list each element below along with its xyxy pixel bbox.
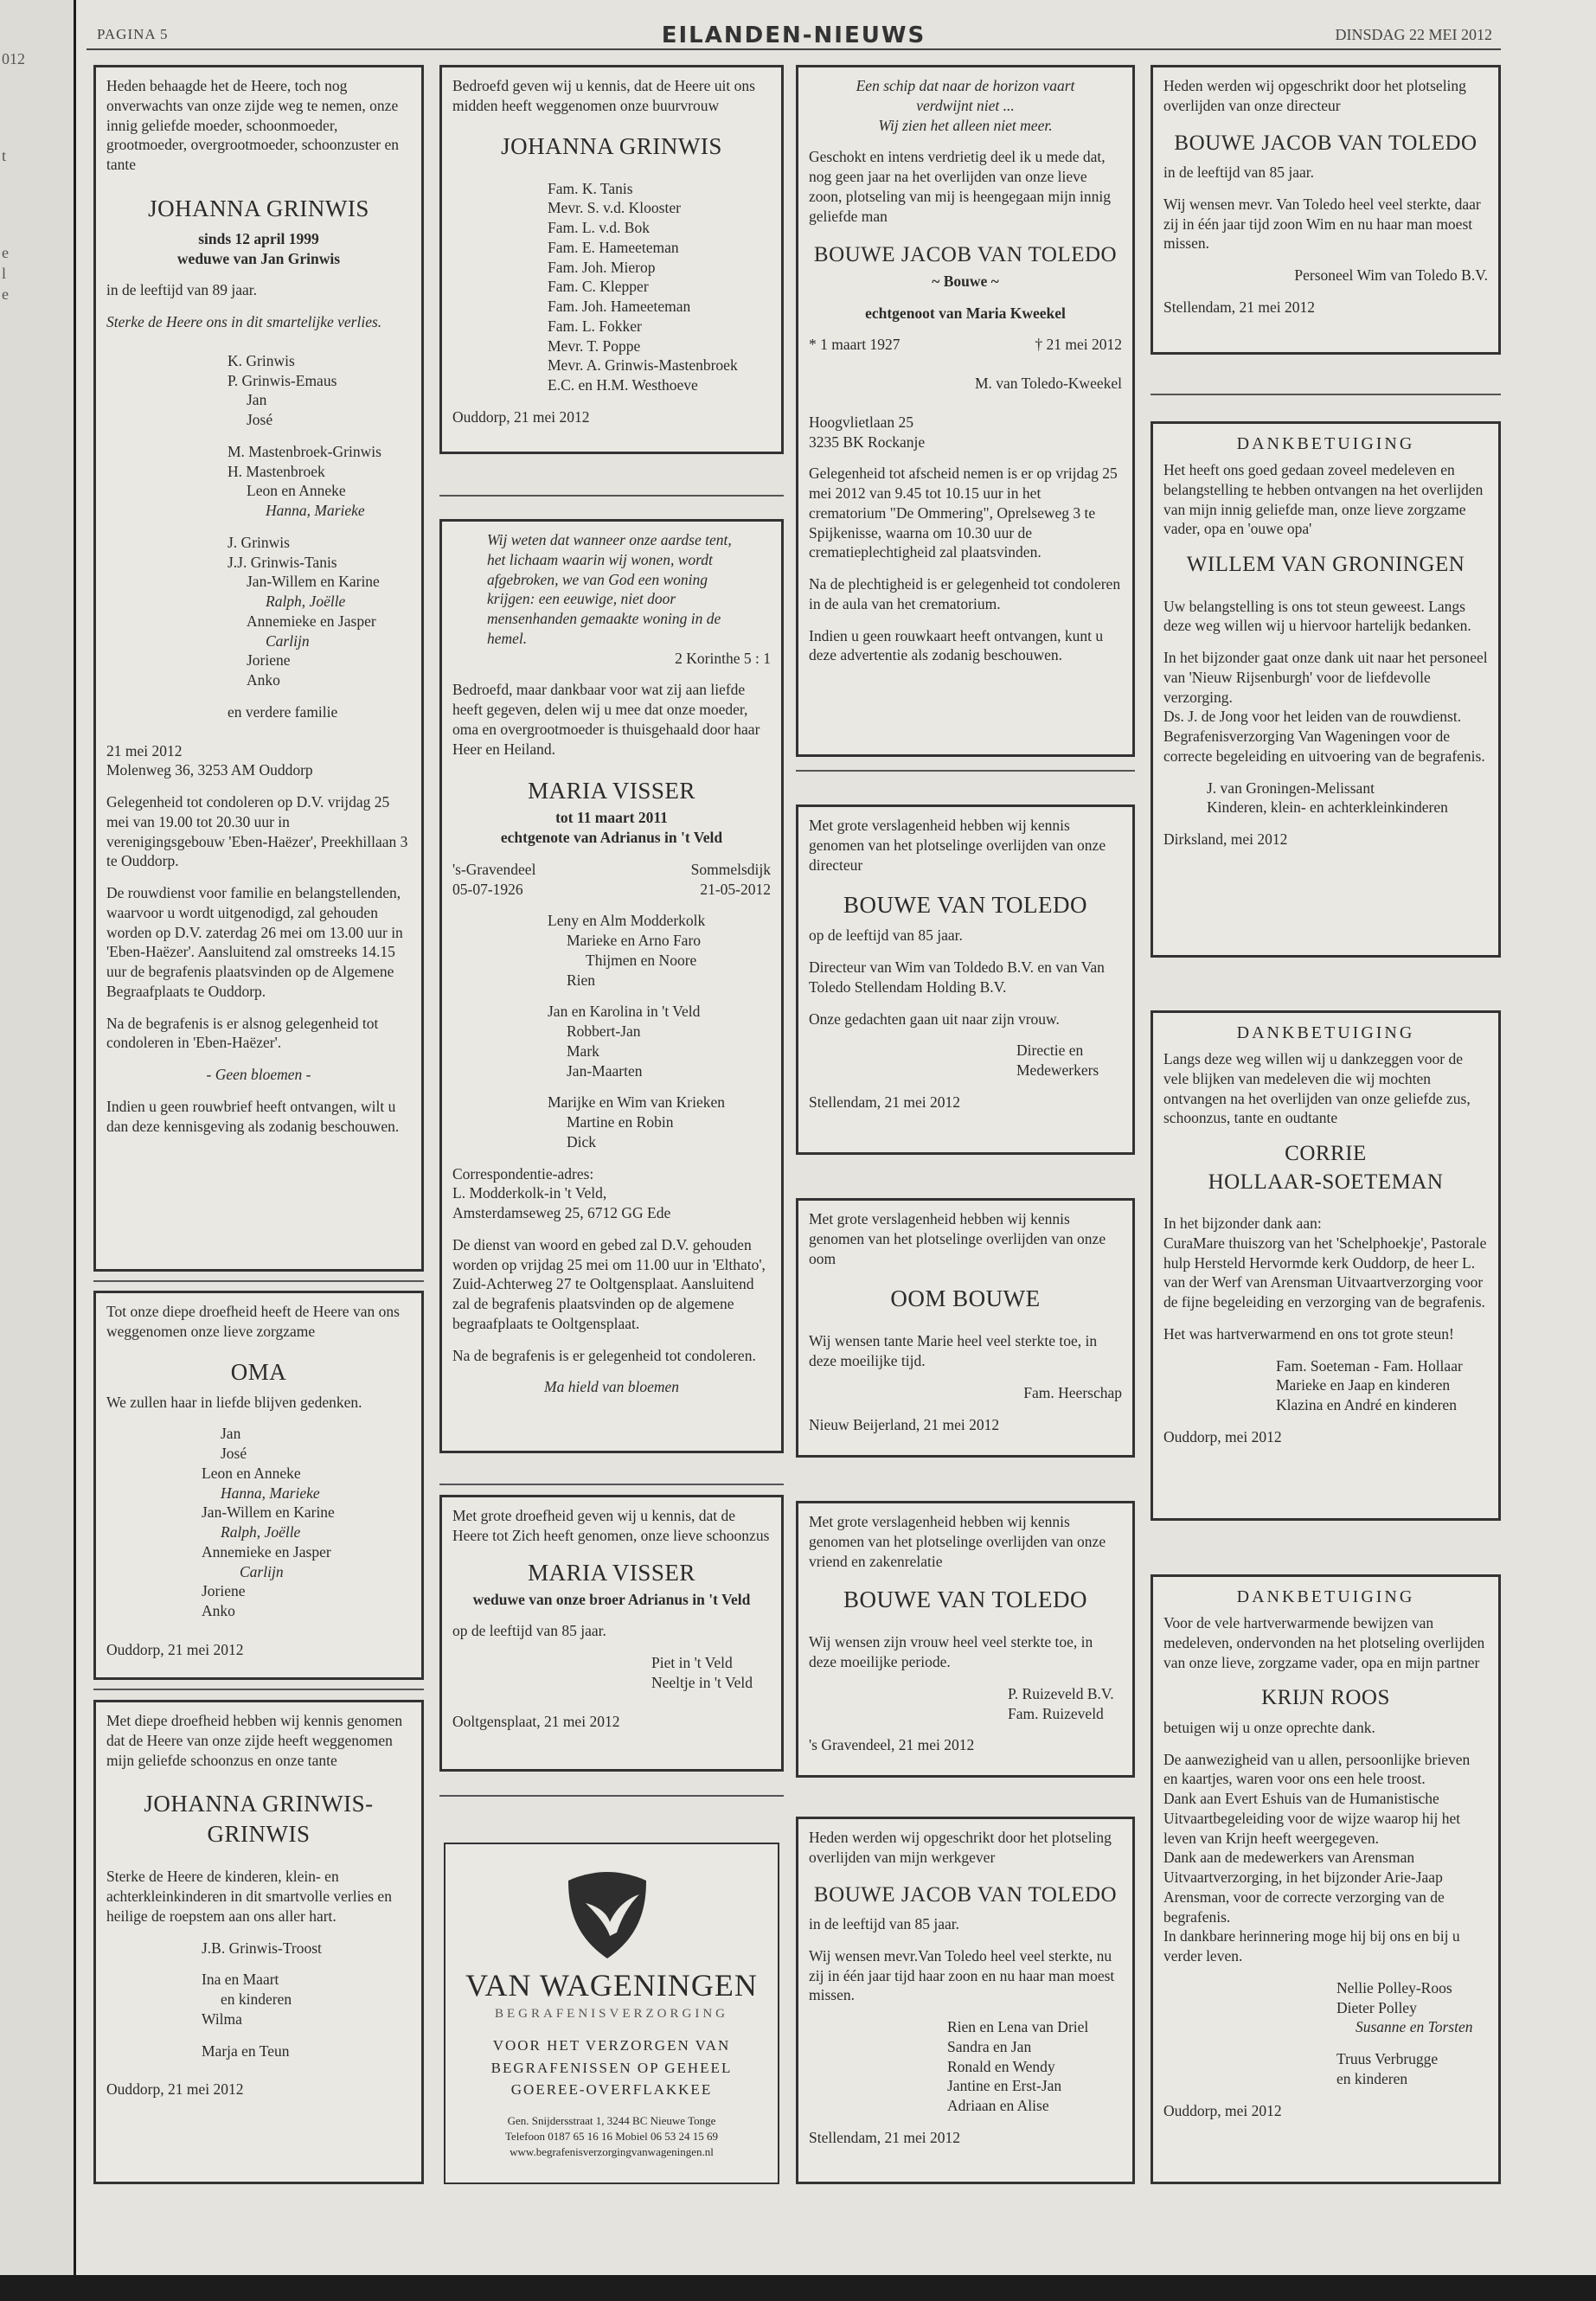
notice-bouwe-van-toledo-business — [796, 1501, 1135, 1778]
family-member: Joriene — [247, 651, 291, 670]
death-place: Sommelsdijk — [690, 860, 771, 878]
neighbour-name: Fam. Joh. Mierop — [548, 258, 656, 276]
paragraph-3: Dank aan de medewerkers van Arensman Uitvaartverzorging, in het bijzonder Arie-Jaap Arensman, voor de correcte verzorging van de begrafenis. — [1163, 1849, 1445, 1926]
page-header — [87, 22, 1501, 50]
slogan-line-3: GOEREE-OVERFLAKKEE — [510, 2081, 713, 2099]
paragraph-3: Het was hartverwarmend en ons tot grote steun! — [1163, 1324, 1454, 1343]
strip-text: t — [2, 147, 7, 164]
deceased-name: JOHANNA GRINWIS — [148, 195, 369, 221]
after-burial-info: Na de begrafenis is er gelegenheid tot condoleren. — [452, 1346, 756, 1364]
neighbour-name: Fam. C. Klepper — [548, 278, 649, 296]
company-name: VAN WAGENINGEN — [465, 1968, 758, 2003]
notice-dankbetuiging-krijn-roos — [1151, 1574, 1501, 2184]
spouse-of: echtgenoot van Maria Kweekel — [865, 304, 1066, 322]
signatory: Susanne en Torsten — [1356, 2018, 1473, 2036]
deceased-name: WILLEM VAN GRONINGEN — [1186, 553, 1465, 576]
signatory: J. van Groningen-Melissant — [1207, 779, 1375, 797]
bible-ref: 2 Korinthe 5 : 1 — [675, 649, 771, 667]
signatory: P. Ruizeveld B.V. — [1008, 1684, 1114, 1702]
divider — [93, 1689, 424, 1690]
home-address: Molenweg 36, 3253 AM Ouddorp — [106, 761, 313, 779]
slogan-line-1: VOOR HET VERZORGEN VAN — [492, 2037, 731, 2054]
signatory: Fam. Ruizeveld — [1008, 1704, 1104, 1722]
notice-maria-visser-family — [439, 519, 784, 1453]
deceased-name-2: HOLLAAR-SOETEMAN — [1208, 1170, 1444, 1194]
death-date: 21-05-2012 — [700, 880, 771, 898]
life-dates — [809, 335, 1122, 355]
notice-footer: Ouddorp, 21 mei 2012 — [106, 1640, 244, 1658]
signatory: Truus Verbrugge — [1336, 2050, 1439, 2067]
notice-note: Indien u geen rouwbrief heeft ontvangen, wilt u dan deze kennisgeving als zodanig beschouwen. — [106, 1097, 400, 1135]
closing-text: Ma hield van bloemen — [544, 1378, 679, 1396]
family-member: Robbert-Jan — [567, 1022, 641, 1041]
family-member: Ralph, Joëlle — [266, 593, 346, 611]
family-member: Annemieke en Jasper — [247, 612, 376, 630]
page-label: PAGINA 5 — [97, 26, 169, 42]
wish-text: Wij wensen mevr.Van Toledo heel veel sterkte, nu zij in één jaar tijd haar zoon en nu haar man moest missen. — [809, 1946, 1115, 2004]
service-info: De dienst van woord en gebed zal D.V. gehouden worden op vrijdag 25 mei om 11.00 uur in 'Elthato', Zuid-Achterweg 27 te Ooltgensplaat. Aansluitend zal de begrafenis plaatsvinden op de algemene begraafplaats te Ooltgensplaat. — [452, 1235, 766, 1332]
family-member: Dick — [567, 1132, 597, 1150]
notice-date: 21 mei 2012 — [106, 741, 183, 760]
divider — [439, 1795, 784, 1797]
scan-bottom-edge — [0, 2275, 1596, 2301]
deceased-name: KRIJN ROOS — [1261, 1686, 1390, 1710]
signatory: M. van Toledo-Kweekel — [974, 375, 1122, 392]
signatory: Fam. Heerschap — [1023, 1383, 1122, 1401]
family-list — [548, 911, 771, 1151]
notice-footer: Ouddorp, mei 2012 — [1163, 1427, 1282, 1445]
since-date: sinds 12 april 1999 — [198, 229, 319, 247]
family-member: Martine en Robin — [567, 1113, 674, 1131]
strip-text: e — [2, 285, 9, 303]
slogan-line-2: BEGRAFENISSEN OP GEHEEL — [490, 2059, 733, 2076]
neighbour-name: Mevr. A. Grinwis-Mastenbroek — [548, 356, 738, 375]
family-member: Hanna, Marieke — [221, 1484, 320, 1502]
intro-text: Langs deze weg willen wij u dankzeggen voor de vele blijken van medeleven die wij mochten ontvangen na het overlijden van onze geliefde zus, schoonzus, tante en oudtante — [1163, 1050, 1471, 1127]
signatory: Dieter Polley — [1336, 1998, 1417, 2016]
intro-text: Met diepe droefheid hebben wij kennis genomen dat de Heere van onze zijde heeft weggenomen mijn geliefde schoonzus en onze tante — [106, 1712, 403, 1769]
paragraph-1: De aanwezigheid van u allen, persoonlijke brieven en kaartjes, waren voor ons een hele troost. — [1163, 1750, 1471, 1788]
family-member: Anko — [247, 671, 280, 689]
neighbour-name: E.C. en H.M. Westhoeve — [548, 376, 698, 394]
family-member: Jan — [221, 1425, 241, 1443]
notice-footer: Ooltgensplaat, 21 mei 2012 — [452, 1712, 620, 1730]
death-date: † 21 mei 2012 — [1035, 336, 1122, 354]
signatory: Personeel Wim van Toledo B.V. — [1294, 266, 1488, 284]
notice-johanna-grinwis-grinwis — [93, 1700, 424, 2184]
verse-text: Sterke de Heere ons in dit smartelijke verlies. — [106, 313, 382, 331]
family-member: José — [221, 1445, 247, 1463]
age-text: in de leeftijd van 85 jaar. — [809, 1915, 959, 1932]
paragraph-2: In het bijzonder gaat onze dank uit naar het personeel van 'Nieuw Rijsenburgh' voor de liefdevolle verzorging. — [1163, 649, 1488, 706]
signatory: Kinderen, klein- en achterkleinkinderen — [1207, 798, 1448, 817]
notice-footer: Dirksland, mei 2012 — [1163, 830, 1288, 848]
family-member: José — [247, 411, 273, 429]
notice-dankbetuiging-van-groningen — [1151, 421, 1501, 958]
notice-bouwe-van-toledo-employees — [796, 1817, 1135, 2184]
neighbour-name: Mevr. S. v.d. Klooster — [548, 199, 681, 217]
deceased-name: BOUWE JACOB VAN TOLEDO — [813, 1882, 1118, 1907]
family-list — [202, 1939, 411, 2061]
intro-text: Heden werden wij opgeschrikt door het plotseling overlijden van onze directeur — [1163, 77, 1466, 114]
signatory: Klazina en André en kinderen — [1276, 1396, 1457, 1413]
deceased-name: BOUWE VAN TOLEDO — [843, 892, 1087, 919]
signatory: Neeltje in 't Veld — [651, 1673, 753, 1691]
masthead: EILANDEN-NIEUWS — [661, 22, 926, 48]
notice-title: DANKBETUIGING — [1236, 434, 1415, 453]
correspondence-line-2: Amsterdamseweg 25, 6712 GG Ede — [452, 1204, 671, 1222]
further-family: en verdere familie — [228, 702, 338, 721]
notice-johanna-grinwis-family — [93, 65, 424, 1272]
notice-oma — [93, 1291, 424, 1680]
deceased-name: JOHANNA GRINWIS-GRINWIS — [144, 1791, 374, 1848]
condolence-text: Sterke de Heere de kinderen, klein- en achterkleinkinderen in dit smartvolle verlies en heilige de roepstem aan ons aller hart. — [106, 1868, 392, 1925]
intro-text: Voor de vele hartverwarmende bewijzen van medeleven, ondervonden na het plotseling overlijden van onze lieve, zorgzame vader, opa en mijn partner — [1163, 1614, 1485, 1671]
age-text: in de leeftijd van 89 jaar. — [106, 281, 257, 299]
farewell-info: Gelegenheid tot afscheid nemen is er op vrijdag 25 mei 2012 van 9.45 tot 10.15 uur in het crematorium "De Ommering", Oprelseweg 3 te Spijkenisse, waarna om 10.30 uur de crematieplechtigheid zal plaatsvinden. — [809, 465, 1118, 561]
employee-list — [947, 2017, 1122, 2116]
family-member: Ina en Maart — [202, 1971, 279, 1989]
signatories — [1336, 1978, 1488, 2089]
correspondence-label: Correspondentie-adres: — [452, 1164, 594, 1183]
birth-date: * 1 maart 1927 — [809, 336, 901, 354]
family-member: Leon en Anneke — [247, 482, 346, 500]
intro-text: Met grote verslagenheid hebben wij kennis genomen van het plotselinge overlijden van onze vriend en zakenrelatie — [809, 1513, 1106, 1570]
deceased-name: MARIA VISSER — [528, 1559, 695, 1586]
notice-bouwe-van-toledo-directors — [796, 804, 1135, 1155]
thoughts-text: Onze gedachten gaan uit naar zijn vrouw. — [809, 1009, 1060, 1028]
signatories — [1276, 1356, 1488, 1415]
employee-name: Adriaan en Alise — [947, 2097, 1049, 2114]
family-group-1 — [228, 351, 411, 430]
deceased-name: MARIA VISSER — [528, 778, 695, 804]
paragraph-2: Dank aan Evert Eshuis van de Humanistische Uitvaartbegeleiding voor de wijze waarop hij het leven van Krijn heeft weergegeven. — [1163, 1790, 1461, 1847]
wish-text: Wij wensen tante Marie heel veel sterkte toe, in deze moeilijke tijd. — [809, 1332, 1098, 1370]
notice-note: Indien u geen rouwkaart heeft ontvangen, kunt u deze advertentie als zodanig beschouwen. — [809, 626, 1104, 664]
subtitle: weduwe van onze broer Adrianus in 't Veld — [472, 1590, 751, 1608]
signatory: Directie en — [1016, 1042, 1084, 1060]
family-member: Marijke en Wim van Krieken — [548, 1093, 726, 1112]
deceased-name: OMA — [230, 1358, 287, 1385]
family-member: Jan-Maarten — [567, 1061, 643, 1080]
signatories — [1016, 1041, 1122, 1080]
after-burial-info: Na de begrafenis is er alsnog gelegenheid tot condoleren in 'Eben-Haëzer'. — [106, 1014, 379, 1052]
family-group-2 — [228, 442, 411, 521]
life-dates — [452, 860, 771, 900]
family-member: Leon en Anneke — [202, 1464, 301, 1482]
family-member: Jan en Karolina in 't Veld — [548, 1003, 701, 1021]
memory-text: We zullen haar in liefde blijven gedenken. — [106, 1393, 362, 1411]
nickname: ~ Bouwe ~ — [932, 272, 999, 290]
neighbour-name: Fam. E. Hameeteman — [548, 238, 679, 256]
paragraph-1: In het bijzonder dank aan: — [1163, 1215, 1322, 1232]
family-group-3 — [228, 533, 411, 690]
family-member: Jan — [247, 391, 267, 409]
strip-text: l — [2, 265, 7, 282]
family-member: Joriene — [202, 1582, 246, 1600]
signatory: en kinderen — [1336, 2069, 1408, 2087]
family-member: Marieke en Arno Faro — [567, 932, 702, 950]
notice-dankbetuiging-hollaar-soeteman — [1151, 1010, 1501, 1521]
director-text: Directeur van Wim van Toldedo B.V. en van Van Toledo Stellendam Holding B.V. — [809, 958, 1105, 996]
neighbour-name: Fam. L. v.d. Bok — [548, 219, 650, 237]
notice-footer: Ouddorp, 21 mei 2012 — [106, 2080, 244, 2099]
condolence-info: Na de plechtigheid is er gelegenheid tot condoleren in de aula van het crematorium. — [809, 575, 1121, 612]
family-member: Carlijn — [240, 1562, 284, 1580]
employee-name: Rien en Lena van Driel — [947, 2018, 1089, 2035]
notice-footer: Stellendam, 21 mei 2012 — [1163, 298, 1315, 316]
notice-footer: Stellendam, 21 mei 2012 — [809, 2128, 960, 2146]
family-member: Carlijn — [266, 631, 310, 650]
neighbour-name: Fam. Joh. Hameeteman — [548, 298, 691, 316]
employee-name: Jantine en Erst-Jan — [947, 2077, 1062, 2095]
paragraph-1: Uw belangstelling is ons tot steun geweest. Langs deze weg willen wij u hiervoor hartelijk bedanken. — [1163, 597, 1471, 635]
deceased-name: BOUWE VAN TOLEDO — [843, 1586, 1087, 1613]
neighbour-name: Fam. K. Tanis — [548, 179, 633, 197]
widow-of: weduwe van Jan Grinwis — [176, 249, 341, 267]
intro-text: Met grote verslagenheid hebben wij kennis genomen van het plotselinge overlijden van onze directeur — [809, 817, 1106, 874]
family-list — [202, 1424, 411, 1621]
intro-text: Heden behaagde het de Heere, toch nog onverwachts van onze zijde weg te nemen, onze innig geliefde moeder, schoonmoeder, grootmoeder, overgrootmoeder, schoonzuster en tante — [106, 77, 399, 173]
neighbour-name: Fam. L. Fokker — [548, 317, 642, 335]
age-text: op de leeftijd van 85 jaar. — [809, 926, 963, 945]
intro-text: Met grote verslagenheid hebben wij kennis genomen van het plotselinge overlijden van onze oom — [809, 1210, 1106, 1267]
divider — [439, 495, 784, 497]
wish-text: Wij wensen mevr. Van Toledo heel veel sterkte, daar zij in één jaar tijd zoon Wim en nu haar man moest missen. — [1163, 195, 1481, 253]
birth-date: 05-07-1926 — [452, 880, 523, 898]
intro-text: Het heeft ons goed gedaan zoveel medeleven en belangstelling te hebben ontvangen na het overlijden van mijn innig geliefde man, onze lieve zorgzame vader, opa en 'ouwe opa' — [1163, 461, 1484, 538]
intro-text: Tot onze diepe droefheid heeft de Heere van ons weggenomen onze lieve zorgzame — [106, 1303, 400, 1340]
family-member: J. Grinwis — [228, 533, 290, 551]
signatory: Piet in 't Veld — [651, 1654, 733, 1672]
strip-text: e — [2, 244, 9, 261]
divider — [439, 1484, 784, 1485]
service-info: De rouwdienst voor familie en belangstellenden, waarvoor u wordt uitgenodigd, zal gehouden worden op D.V. zaterdag 26 mei om 13.00 uur in 'Eben-Haëzer'. Aansluitend zal omstreeks 14.15 uur de begrafenis plaatsvinden op de Algemene Begraafplaats te Ouddorp. — [106, 884, 403, 1000]
family-member: Jan-Willem en Karine — [202, 1503, 335, 1522]
family-member: Wilma — [202, 2009, 242, 2028]
signatories — [1008, 1684, 1122, 1724]
neighbour-list — [548, 179, 771, 395]
company-website[interactable]: www.begrafenisverzorgingvanwageningen.nl — [510, 2145, 714, 2159]
deceased-name: BOUWE JACOB VAN TOLEDO — [1174, 131, 1477, 155]
divider — [1151, 394, 1501, 395]
age-text: in de leeftijd van 85 jaar. — [1163, 163, 1314, 181]
intro-text: Bedroefd geven wij u kennis, dat de Heere uit ons midden heeft weggenomen onze buurvrouw — [452, 77, 755, 114]
signatory: Marieke en Jaap en kinderen — [1276, 1376, 1451, 1394]
family-member: K. Grinwis — [228, 351, 295, 369]
adjacent-page-strip — [0, 0, 76, 2301]
condolence-info: Gelegenheid tot condoleren op D.V. vrijdag 25 mei van 19.00 tot 20.30 uur in verenigingsgebouw 'Eben-Haëzer', Preekhillaan 3 te Ouddorp. — [106, 793, 408, 870]
company-address: Gen. Snijdersstraat 1, 3244 BC Nieuwe Tonge — [507, 2113, 716, 2127]
deceased-name-1: CORRIE — [1285, 1142, 1367, 1165]
poem-line-2: verdwijnt niet ... — [916, 96, 1015, 114]
poem-line-3: Wij zien het alleen niet meer. — [878, 116, 1053, 134]
no-flowers: - Geen bloemen - — [206, 1066, 311, 1084]
wish-text: Wij wensen zijn vrouw heel veel sterkte toe, in deze moeilijke periode. — [809, 1633, 1093, 1671]
divider — [796, 770, 1135, 772]
family-member: Anko — [202, 1602, 235, 1620]
age-text: op de leeftijd van 85 jaar. — [452, 1622, 606, 1640]
strip-text: 012 — [2, 50, 25, 67]
subtitle: betuigen wij u onze oprechte dank. — [1163, 1718, 1375, 1736]
correspondence-line-1: L. Modderkolk-in 't Veld, — [452, 1184, 607, 1202]
family-member: Annemieke en Jasper — [202, 1542, 331, 1561]
birth-place: 's-Gravendeel — [452, 860, 536, 878]
family-member: Ralph, Joëlle — [221, 1523, 301, 1541]
notice-footer: 's Gravendeel, 21 mei 2012 — [809, 1736, 975, 1754]
deceased-name: BOUWE JACOB VAN TOLEDO — [813, 243, 1118, 267]
family-member: Thijmen en Noore — [586, 951, 697, 969]
family-member: Leny en Alm Modderkolk — [548, 912, 706, 930]
subtitle-1: tot 11 maart 2011 — [555, 809, 668, 827]
family-member: P. Grinwis-Emaus — [228, 371, 337, 389]
dove-logo-icon — [560, 1868, 655, 1964]
notice-footer: Ouddorp, 21 mei 2012 — [452, 407, 590, 426]
paragraph-3: Ds. J. de Jong voor het leiden van de rouwdienst. — [1163, 708, 1462, 726]
intro-text: Met grote droefheid geven wij u kennis, dat de Heere tot Zich heeft genomen, onze lieve schoonzus — [452, 1507, 770, 1544]
notice-footer: Stellendam, 21 mei 2012 — [809, 1093, 960, 1111]
notice-bouwe-van-toledo-staff — [1151, 65, 1501, 355]
notice-footer: Ouddorp, mei 2012 — [1163, 2101, 1282, 2119]
paragraph-4: Begrafenisverzorging Van Wageningen voor de correcte begeleiding en uitvoering van de begrafenis. — [1163, 727, 1485, 765]
family-member: J.J. Grinwis-Tanis — [228, 553, 337, 571]
family-member: Jan-Willem en Karine — [247, 573, 380, 591]
notice-maria-visser-inlaws — [439, 1495, 784, 1772]
poem-line-1: Een schip dat naar de horizon vaart — [856, 77, 1075, 94]
deceased-name: OOM BOUWE — [890, 1285, 1041, 1312]
deceased-name: JOHANNA GRINWIS — [501, 132, 722, 159]
subtitle-2: echtgenote van Adrianus in 't Veld — [500, 829, 723, 847]
neighbour-name: Mevr. T. Poppe — [548, 336, 641, 355]
family-member: J.B. Grinwis-Troost — [202, 1939, 322, 1957]
intro-text: Geschokt en intens verdrietig deel ik u mede dat, nog geen jaar na het overlijden van onze lieve zoon, plotseling van mij is heengegaan mijn innig geliefde man — [809, 148, 1111, 225]
family-member: H. Mastenbroek — [228, 462, 325, 480]
notice-footer: Nieuw Beijerland, 21 mei 2012 — [809, 1415, 1000, 1433]
paragraph-4: In dankbare herinnering moge hij bij ons en bij u verder leven. — [1163, 1927, 1460, 1965]
intro-text: Heden werden wij opgeschrikt door het plotseling overlijden van mijn werkgever — [809, 1829, 1112, 1866]
notice-title: DANKBETUIGING — [1236, 1023, 1415, 1042]
signatory: Nellie Polley-Roos — [1336, 1978, 1452, 1997]
company-phone: Telefoon 0187 65 16 16 Mobiel 06 53 24 15 69 — [504, 2129, 719, 2143]
divider — [93, 1280, 424, 1282]
family-member: Marja en Teun — [202, 2041, 290, 2060]
notice-grinwis-neighbours — [439, 65, 784, 454]
company-subtitle: BEGRAFENISVERZORGING — [494, 2006, 728, 2021]
family-member: M. Mastenbroek-Grinwis — [228, 442, 381, 460]
address-line-2: 3235 BK Rockanje — [809, 433, 926, 451]
issue-date: DINSDAG 22 MEI 2012 — [1335, 26, 1492, 43]
employee-name: Ronald en Wendy — [947, 2057, 1055, 2075]
poem-text: Wij weten dat wanneer onze aardse tent, het lichaam waarin wij wonen, wordt afgebroken, we van God een woning krijgen: een eeuwige, niet door mensenhanden gemaakte woning in de hemel. — [487, 531, 732, 647]
family-member: Hanna, Marieke — [266, 502, 365, 520]
signatories — [651, 1653, 771, 1693]
notice-title: DANKBETUIGING — [1236, 1587, 1415, 1606]
paragraph-2: CuraMare thuiszorg van het 'Schelphoekje', Pastorale hulp Hersteld Hervormde kerk Ouddorp, de heer L. van der Werf van Arensman Uitvaartverzorging voor de fijne begeleiding en verzorging van de begrafenis. — [1163, 1234, 1487, 1311]
intro-text: Bedroefd, maar dankbaar voor wat zij aan liefde heeft gegeven, delen wij u mee dat onze moeder, oma en overgrootmoeder is thuisgehaald door haar Heer en Heiland. — [452, 681, 760, 758]
family-member: Mark — [567, 1042, 599, 1060]
signatory: Fam. Soeteman - Fam. Hollaar — [1276, 1356, 1463, 1375]
notice-bouwe-van-toledo-wife — [796, 65, 1135, 757]
family-member: en kinderen — [221, 1990, 292, 2009]
employee-name: Sandra en Jan — [947, 2037, 1032, 2055]
ad-van-wageningen — [444, 1843, 779, 2184]
signatories — [1207, 779, 1488, 818]
family-member: Rien — [567, 971, 596, 989]
notice-oom-bouwe — [796, 1198, 1135, 1458]
address-line-1: Hoogvlietlaan 25 — [809, 413, 914, 431]
signatory: Medewerkers — [1016, 1061, 1099, 1080]
